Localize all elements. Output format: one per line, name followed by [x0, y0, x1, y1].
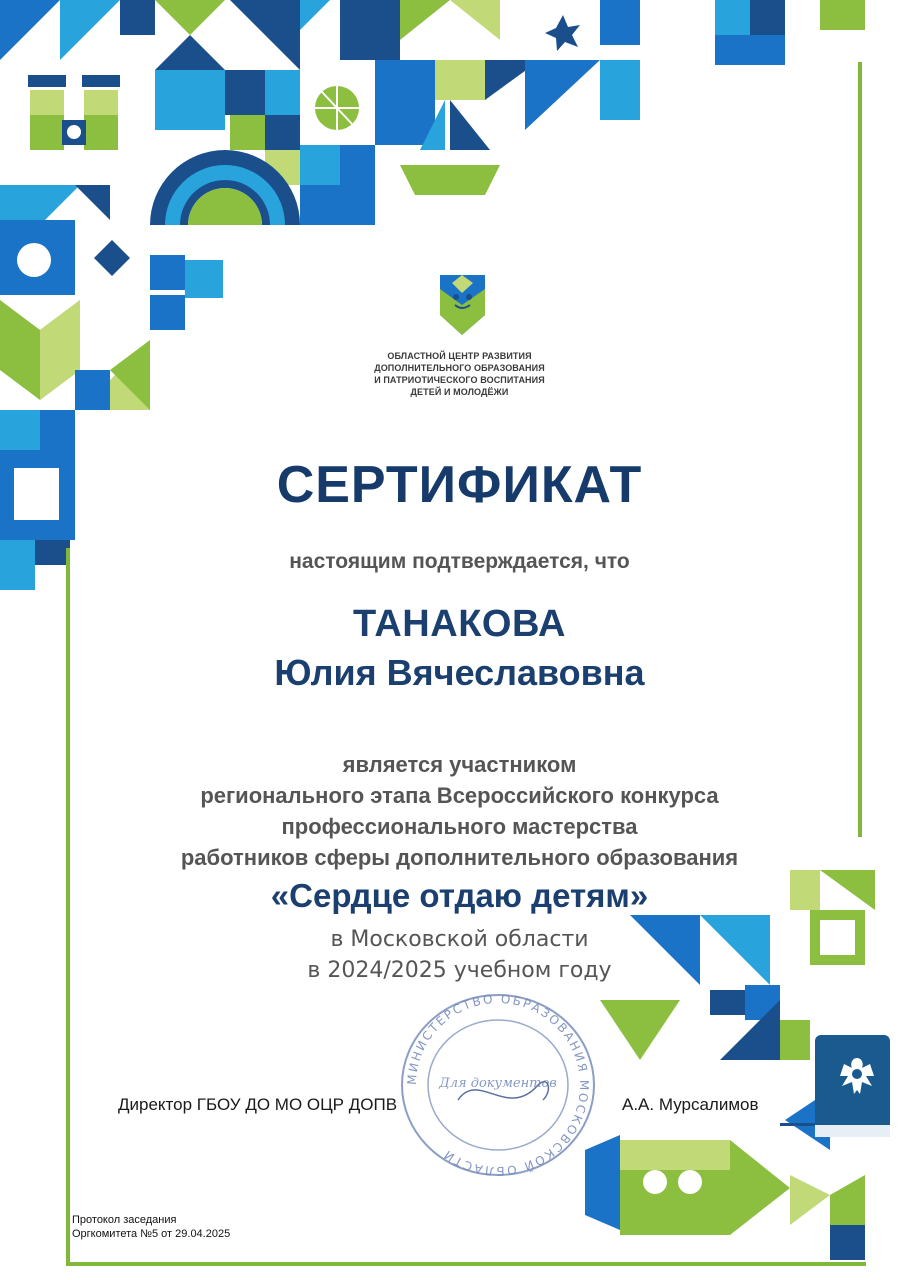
body-line-1: является участником: [342, 752, 577, 777]
organization-name-line2: ДОПОЛНИТЕЛЬНОГО ОБРАЗОВАНИЯ: [374, 363, 545, 373]
stamp-center-text: Для документов: [439, 1076, 557, 1091]
body-line-2: регионального этапа Всероссийского конкурса: [200, 783, 719, 808]
region-text: в Московской области: [330, 927, 589, 952]
organization-name-line1: ОБЛАСТНОЙ ЦЕНТР РАЗВИТИЯ: [387, 351, 532, 361]
signatory-position: Директор ГБОУ ДО МО ОЦР ДОПВ: [118, 1095, 398, 1114]
eagle-emblem-icon: [832, 1050, 882, 1110]
official-stamp: [398, 990, 598, 1180]
stamp-text: МИНИСТЕРСТВО ОБРАЗОВАНИЯ МОСКОВСКОЙ ОБЛАСТИ: [404, 991, 592, 1179]
body-line-3: профессионального мастерства: [281, 814, 638, 839]
intro-text: настоящим подтверждается, что: [289, 550, 630, 573]
protocol-note: [72, 1213, 230, 1241]
certificate-title: СЕРТИФИКАТ: [276, 456, 643, 514]
body-line-4: работников сферы дополнительного образования: [180, 845, 739, 870]
recipient-given-names: Юлия Вячеславовна: [274, 652, 645, 693]
recipient-surname: ТАНАКОВА: [353, 603, 566, 645]
organization-logo: [440, 275, 485, 335]
organization-name-line4: ДЕТЕЙ И МОЛОДЁЖИ: [410, 387, 509, 397]
organization-name-line3: И ПАТРИОТИЧЕСКОГО ВОСПИТАНИЯ: [374, 375, 545, 385]
year-text: в 2024/2025 учебном году: [307, 958, 612, 983]
organization-name: [0, 350, 919, 398]
protocol-line-2: Оргкомитета №5 от 29.04.2025: [72, 1228, 231, 1240]
signatory-name: А.А. Мурсалимов: [622, 1095, 759, 1114]
contest-name: «Сердце отдаю детям»: [270, 877, 649, 914]
protocol-line-1: Протокол заседания: [72, 1214, 177, 1226]
